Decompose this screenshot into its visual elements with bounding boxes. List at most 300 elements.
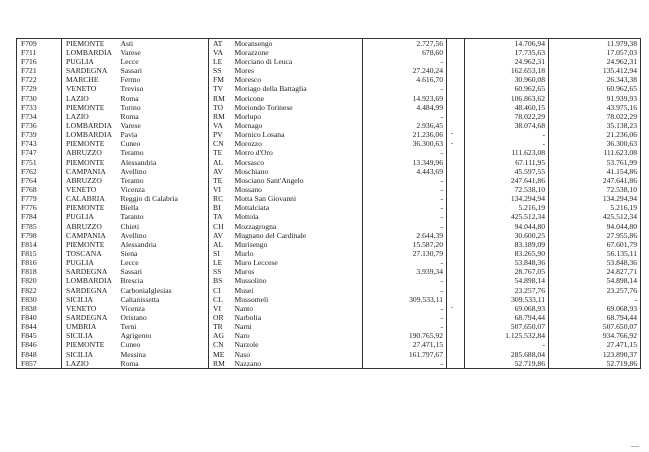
amount-column-1: -	[363, 313, 447, 322]
cadastral-code: F857	[17, 359, 62, 369]
margin-mark-column	[447, 213, 465, 222]
province-name: Siena	[120, 249, 138, 258]
municipality-name: Mugnano del Cardinale	[234, 230, 307, 240]
margin-mark-column	[447, 258, 465, 267]
municipality-name: Mozzagrogna	[234, 221, 277, 231]
province-abbreviation: PV	[209, 130, 231, 139]
amount-column-1: -	[363, 222, 447, 231]
province-name: Avellino	[120, 230, 147, 240]
region-name: CAMPANIA	[62, 167, 117, 176]
cadastral-code: F729	[17, 85, 62, 94]
table-row	[17, 76, 641, 85]
cadastral-code: F751	[17, 158, 62, 167]
table-row	[17, 167, 641, 176]
province-abbreviation: TE	[209, 176, 231, 185]
province-abbreviation: AL	[209, 158, 231, 167]
amount-column-2: 94.044,80	[465, 222, 549, 231]
amount-column-2: 48.460,15	[465, 103, 549, 112]
table-row	[17, 103, 641, 112]
amount-column-2: -	[465, 130, 549, 139]
province-abbreviation: RM	[209, 359, 231, 369]
municipality-name: Mottola	[234, 212, 259, 222]
amount-column-1: -	[363, 204, 447, 213]
amount-column-3: 78.022,29	[549, 112, 641, 121]
region-name: ABRUZZO	[62, 176, 117, 185]
cadastral-code: F730	[17, 94, 62, 103]
table-row	[17, 231, 641, 240]
margin-mark-column	[447, 286, 465, 295]
amount-column-1: 27.130,79	[363, 249, 447, 258]
municipality-name: Naso	[234, 349, 251, 359]
cadastral-code: F838	[17, 304, 62, 313]
province-abbreviation: CL	[209, 295, 231, 304]
region-name: PIEMONTE	[62, 158, 117, 167]
province-abbreviation: RM	[209, 94, 231, 103]
amount-column-1: -	[363, 85, 447, 94]
table-row	[17, 185, 641, 194]
province-abbreviation: BS	[209, 277, 231, 286]
province-name: Torino	[120, 102, 141, 112]
province-name: Vicenza	[120, 304, 145, 313]
municipality-name: Morsasco	[234, 157, 265, 167]
amount-column-1: 3.939,34	[363, 268, 447, 277]
table-row	[17, 268, 641, 277]
table-row	[17, 94, 641, 103]
amount-column-1: 4.616,70	[363, 76, 447, 85]
province-name: Terni	[120, 322, 137, 332]
region-name: PUGLIA	[62, 213, 117, 222]
amount-column-3: 26.343,38	[549, 76, 641, 85]
amount-column-1: 2.644,39	[363, 231, 447, 240]
margin-mark-column	[447, 39, 465, 49]
cadastral-code: F722	[17, 76, 62, 85]
amount-column-2: 72.538,10	[465, 185, 549, 194]
margin-mark-column	[447, 332, 465, 341]
table-row	[17, 341, 641, 350]
amount-column-1: 36.300,63	[363, 140, 447, 149]
province-name: Varese	[120, 48, 141, 57]
province-abbreviation: OR	[209, 313, 231, 322]
region-name: LOMBARDIA	[62, 121, 117, 130]
margin-mark-column	[447, 194, 465, 203]
amount-column-1: 2.936,45	[363, 121, 447, 130]
amount-column-3: 247.641,86	[549, 176, 641, 185]
municipality-name: Moresco	[234, 75, 262, 85]
table-row	[17, 313, 641, 322]
province-abbreviation: LE	[209, 258, 231, 267]
cadastral-code: F848	[17, 350, 62, 359]
region-name: PIEMONTE	[62, 103, 117, 112]
region-name: VENETO	[62, 185, 117, 194]
amount-column-3: 17.057,03	[549, 48, 641, 57]
region-name: CALABRIA	[62, 194, 117, 203]
amount-column-1: 13.349,96	[363, 158, 447, 167]
municipality-name: Murisengo	[234, 240, 268, 249]
region-name: SARDEGNA	[62, 286, 117, 295]
amount-column-1: -	[363, 213, 447, 222]
amount-column-3: 94.044,80	[549, 222, 641, 231]
margin-mark-column	[447, 222, 465, 231]
table-row	[17, 140, 641, 149]
amount-column-3: 27.471,15	[549, 341, 641, 350]
municipality-name: Moriago della Battaglia	[234, 84, 307, 94]
amount-column-1: -	[363, 359, 447, 369]
region-name: PIEMONTE	[62, 341, 117, 350]
margin-mark-column	[447, 295, 465, 304]
amount-column-3: 24.827,71	[549, 268, 641, 277]
province-name: Biella	[120, 203, 139, 213]
margin-mark-column	[447, 322, 465, 331]
province-abbreviation: BI	[209, 204, 231, 213]
municipality-name: Motta San Giovanni	[234, 194, 297, 204]
municipality-name: Narbolia	[234, 313, 262, 322]
cadastral-code: F762	[17, 167, 62, 176]
amount-column-1: 2.727,56	[363, 39, 447, 49]
province-abbreviation: SI	[209, 249, 231, 258]
municipality-name: Nazzano	[231, 359, 363, 369]
table-row	[17, 48, 641, 57]
table-row	[17, 240, 641, 249]
cadastral-code: F814	[17, 240, 62, 249]
amount-column-3: 135.412,94	[549, 66, 641, 75]
amount-column-2: 30.960,08	[465, 76, 549, 85]
province-abbreviation: VI	[209, 185, 231, 194]
margin-tick-mark: -	[451, 130, 454, 138]
amount-column-2: 425.512,34	[465, 213, 549, 222]
province-abbreviation: AG	[209, 332, 231, 341]
amount-column-3: 68.794,44	[549, 313, 641, 322]
region-name: PIEMONTE	[62, 240, 117, 249]
amount-column-3: 111.623,08	[549, 149, 641, 158]
amount-column-2: 78.022,29	[465, 112, 549, 121]
province-abbreviation: SS	[209, 66, 231, 75]
cadastral-code: F830	[17, 295, 62, 304]
province-name: Cuneo	[120, 340, 141, 350]
margin-mark-column	[447, 158, 465, 167]
margin-mark-column	[447, 66, 465, 75]
province-name: Pavia	[120, 130, 138, 140]
amount-column-3: 67.601,79	[549, 240, 641, 249]
margin-mark-column	[447, 359, 465, 369]
cadastral-code: F734	[17, 112, 62, 121]
cadastral-code: F840	[17, 313, 62, 322]
province-name: Vicenza	[120, 185, 145, 195]
province-abbreviation: AT	[209, 39, 231, 49]
cadastral-code: F736	[17, 121, 62, 130]
province-name: Messina	[120, 349, 146, 359]
cadastral-code: F776	[17, 204, 62, 213]
cadastral-code: F845	[17, 332, 62, 341]
table-row	[17, 350, 641, 359]
cadastral-code: F721	[17, 66, 62, 75]
margin-mark-column	[447, 121, 465, 130]
amount-column-2: 162.653,18	[465, 66, 549, 75]
province-abbreviation: VA	[209, 121, 231, 130]
province-abbreviation: RM	[209, 112, 231, 121]
province-abbreviation: VI	[209, 304, 231, 313]
region-name: LAZIO	[62, 359, 117, 369]
region-name: VENETO	[62, 85, 117, 94]
amount-column-2: 45.597,55	[465, 167, 549, 176]
region-name: TOSCANA	[62, 249, 117, 258]
amount-column-3: 56.135,11	[549, 249, 641, 258]
amount-column-1: -	[363, 112, 447, 121]
cadastral-code: F816	[17, 258, 62, 267]
amount-column-3: 123.890,37	[549, 350, 641, 359]
table-row	[17, 85, 641, 94]
region-name: SICILIA	[62, 295, 117, 304]
municipality-name: Morciano di Leuca	[234, 57, 293, 67]
region-name: LOMBARDIA	[62, 277, 117, 286]
municipality-name: Musei	[234, 285, 254, 295]
province-abbreviation: CN	[209, 140, 231, 149]
table-row	[17, 204, 641, 213]
amount-column-3: 5.216,19	[549, 204, 641, 213]
table-row	[17, 149, 641, 158]
amount-column-2: 54.898,14	[465, 277, 549, 286]
amount-column-1: 678,60	[363, 48, 447, 57]
amount-column-3: 91.939,93	[549, 94, 641, 103]
amount-column-1: 4.443,69	[363, 167, 447, 176]
margin-mark-column	[447, 130, 465, 139]
table-row	[17, 286, 641, 295]
province-abbreviation: RC	[209, 194, 231, 203]
province-name: CarboniaIglesias	[120, 285, 172, 295]
region-name: SICILIA	[62, 332, 117, 341]
cadastral-code: F709	[17, 39, 62, 49]
province-abbreviation: CI	[209, 286, 231, 295]
municipality-name: Mornago	[234, 121, 263, 131]
region-name: LAZIO	[62, 112, 117, 121]
table-row	[17, 57, 641, 66]
region-name: PUGLIA	[62, 258, 117, 267]
amount-column-2: 507.650,07	[465, 322, 549, 331]
municipality-name: Muro Leccese	[234, 258, 278, 268]
province-name: Taranto	[120, 212, 144, 222]
region-name: ABRUZZO	[62, 222, 117, 231]
amount-column-3: 27.955,86	[549, 231, 641, 240]
province-name: Sassari	[120, 267, 143, 277]
page-corner-mark: —	[631, 441, 639, 450]
municipality-name: Naro	[234, 331, 250, 341]
amount-column-1: -	[363, 277, 447, 286]
amount-column-1: 4.484,99	[363, 103, 447, 112]
amount-column-2: 17.735,63	[465, 48, 549, 57]
province-name: Varese	[120, 121, 141, 131]
region-name: CAMPANIA	[62, 231, 117, 240]
cadastral-code: F844	[17, 322, 62, 331]
province-abbreviation: TA	[209, 213, 231, 222]
cadastral-code: F733	[17, 103, 62, 112]
region-name: PUGLIA	[62, 57, 117, 66]
province-name: Avellino	[120, 166, 147, 176]
margin-mark-column	[447, 167, 465, 176]
province-name: Alessandria	[120, 240, 157, 249]
amount-column-3: 52.719,86	[549, 359, 641, 369]
amount-column-2: -	[465, 341, 549, 350]
amount-column-1: -	[363, 258, 447, 267]
municipality-name: Mosciano Sant'Angelo	[234, 176, 304, 185]
margin-mark-column	[447, 48, 465, 57]
table-row	[17, 39, 641, 49]
municipality-financial-table	[16, 38, 641, 369]
amount-column-3: 134.294,94	[549, 194, 641, 203]
margin-mark-column	[447, 341, 465, 350]
province-name: Lecce	[120, 258, 139, 268]
municipality-name: Mussolino	[234, 276, 267, 286]
table-row	[17, 121, 641, 130]
amount-column-1: 190.765,92	[363, 332, 447, 341]
amount-column-3: 54.898,14	[549, 277, 641, 286]
amount-column-2: 24.962,31	[465, 57, 549, 66]
province-name: Reggio di Calabria	[120, 194, 178, 204]
region-name: MARCHE	[62, 76, 117, 85]
province-abbreviation: CN	[209, 341, 231, 350]
municipality-name: Mossano	[234, 185, 262, 195]
amount-column-1: -	[363, 194, 447, 203]
margin-mark-column	[447, 313, 465, 322]
amount-column-2: 68.794,44	[465, 313, 549, 322]
municipality-name: Morozzo	[234, 139, 262, 149]
region-name: PIEMONTE	[62, 204, 117, 213]
amount-column-3: 24.962,31	[549, 57, 641, 66]
municipality-name: Moschiano	[234, 166, 269, 176]
cadastral-code: F716	[17, 57, 62, 66]
amount-column-1: 14.923,69	[363, 94, 447, 103]
amount-column-2: 60.962,65	[465, 85, 549, 94]
margin-mark-column	[447, 176, 465, 185]
province-abbreviation: VA	[209, 48, 231, 57]
province-abbreviation: TV	[209, 85, 231, 94]
amount-column-1: -	[363, 286, 447, 295]
amount-column-3: 41.154,86	[549, 167, 641, 176]
province-abbreviation: TE	[209, 149, 231, 158]
region-name: PIEMONTE	[62, 39, 117, 49]
table-body	[17, 39, 641, 369]
amount-column-1: 161.797,67	[363, 350, 447, 359]
province-name: Sassari	[120, 66, 143, 76]
margin-mark-column	[447, 85, 465, 94]
province-abbreviation: TR	[209, 322, 231, 331]
amount-column-3: 69.068,93	[549, 304, 641, 313]
cadastral-code: F818	[17, 268, 62, 277]
margin-mark-column	[447, 185, 465, 194]
margin-mark-column	[447, 76, 465, 85]
province-name: Cuneo	[120, 139, 141, 149]
province-abbreviation: AL	[209, 240, 231, 249]
province-name: Fermo	[120, 75, 141, 85]
region-name: LAZIO	[62, 94, 117, 103]
amount-column-3: 36.300,63	[549, 140, 641, 149]
table-row	[17, 194, 641, 203]
municipality-name: Moransengo	[231, 39, 363, 49]
margin-mark-column	[447, 249, 465, 258]
municipality-name: Narni	[234, 322, 252, 332]
cadastral-code: F798	[17, 231, 62, 240]
margin-mark-column	[447, 57, 465, 66]
province-name: Roma	[120, 112, 139, 121]
amount-column-2: 106.863,62	[465, 94, 549, 103]
province-name: Asti	[117, 39, 209, 49]
cadastral-code: F785	[17, 222, 62, 231]
table-row	[17, 322, 641, 331]
province-name: Agrigento	[120, 331, 152, 341]
municipality-name: Morazzone	[234, 48, 269, 57]
amount-column-3: 425.512,34	[549, 213, 641, 222]
margin-mark-column	[447, 231, 465, 240]
margin-mark-column	[447, 240, 465, 249]
province-name: Roma	[120, 93, 139, 103]
cadastral-code: F815	[17, 249, 62, 258]
amount-column-2: 30.600,25	[465, 231, 549, 240]
amount-column-2: 67.111,95	[465, 158, 549, 167]
province-abbreviation: FM	[209, 76, 231, 85]
table-row	[17, 332, 641, 341]
cadastral-code: F747	[17, 149, 62, 158]
province-name: Alessandria	[120, 157, 157, 167]
province-name: Teramo	[120, 148, 144, 158]
region-name: LOMBARDIA	[62, 130, 117, 139]
cadastral-code: F779	[17, 194, 62, 203]
region-name: VENETO	[62, 304, 117, 313]
amount-column-3: 21.236,06	[549, 130, 641, 139]
amount-column-2: 285.688,04	[465, 350, 549, 359]
amount-column-1: 27.240,24	[363, 66, 447, 75]
region-name: SARDEGNA	[62, 313, 117, 322]
cadastral-code: F743	[17, 140, 62, 149]
amount-column-2: 83.189,09	[465, 240, 549, 249]
region-name: PIEMONTE	[62, 140, 117, 149]
margin-mark-column	[447, 103, 465, 112]
amount-column-1: -	[363, 176, 447, 185]
amount-column-1: 309.533,11	[363, 295, 447, 304]
margin-mark-column	[447, 350, 465, 359]
table-row	[17, 158, 641, 167]
margin-mark-column	[447, 277, 465, 286]
province-abbreviation: AV	[209, 167, 231, 176]
municipality-name: Moricone	[234, 93, 265, 103]
municipality-name: Morro d'Oro	[234, 148, 273, 158]
amount-column-3: 11.979,38	[549, 39, 641, 49]
amount-column-2: -	[465, 140, 549, 149]
table-row	[17, 213, 641, 222]
amount-column-1: -	[363, 149, 447, 158]
table-row	[17, 112, 641, 121]
cadastral-code: F768	[17, 185, 62, 194]
amount-column-3: 72.538,10	[549, 185, 641, 194]
province-name: Brescia	[120, 276, 144, 286]
province-abbreviation: TO	[209, 103, 231, 112]
amount-column-3: 507.650,07	[549, 322, 641, 331]
amount-column-3: 53.761,99	[549, 158, 641, 167]
province-abbreviation: LE	[209, 57, 231, 66]
amount-column-1: -	[363, 185, 447, 194]
municipality-name: Morlupo	[234, 112, 262, 121]
province-name: Roma	[117, 359, 209, 369]
amount-column-1: -	[363, 304, 447, 313]
cadastral-code: F764	[17, 176, 62, 185]
amount-column-2: 23.257,76	[465, 286, 549, 295]
province-name: Caltanissetta	[120, 294, 160, 304]
table-row	[17, 359, 641, 369]
province-name: Chieti	[120, 221, 140, 231]
amount-column-3: 60.962,65	[549, 85, 641, 94]
region-name: SARDEGNA	[62, 268, 117, 277]
table-row	[17, 258, 641, 267]
province-name: Oristano	[120, 313, 147, 322]
province-abbreviation: ME	[209, 350, 231, 359]
region-name: ABRUZZO	[62, 149, 117, 158]
